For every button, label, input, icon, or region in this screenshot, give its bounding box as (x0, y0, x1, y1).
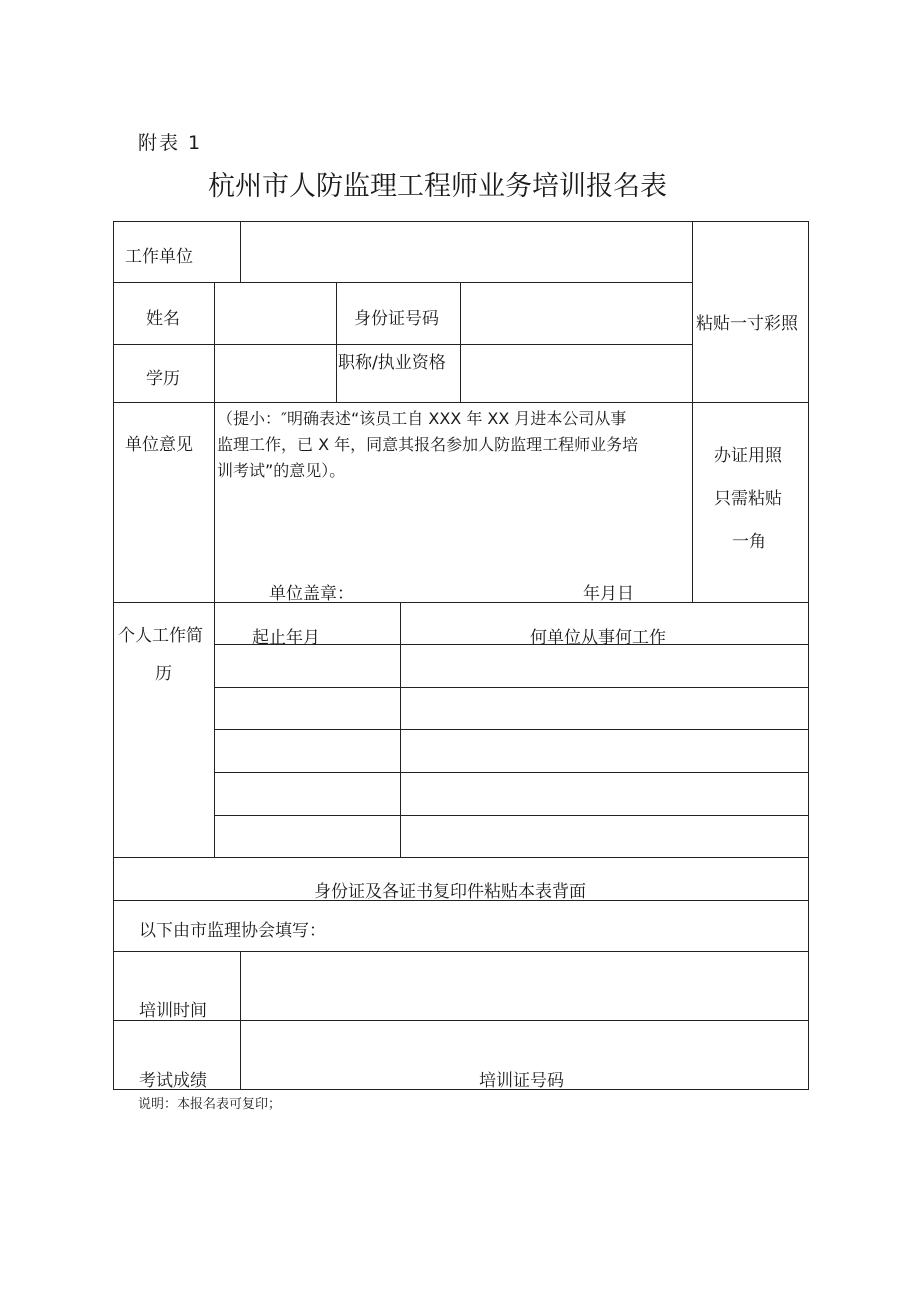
name-label: 姓名 (146, 309, 180, 329)
association-note: 以下由市监理协会填写： (139, 921, 326, 941)
date-label: 年月日 (583, 584, 634, 604)
row-divider (113, 857, 809, 858)
resume-label-line-1: 个人工作简 (118, 626, 203, 646)
photo-note-line-1: 办证用照 (714, 446, 782, 466)
resume-period-input[interactable] (215, 688, 400, 729)
resume-period-input[interactable] (215, 816, 400, 857)
opinion-hint-line-1: （提小：″明确表述“该员工自 XXX 年 XX 月进本公司从事 (217, 409, 627, 428)
resume-work-input[interactable] (401, 730, 808, 772)
resume-period-input[interactable] (215, 730, 400, 772)
resume-col-period: 起止年月 (252, 628, 320, 648)
resume-period-input[interactable] (215, 645, 400, 687)
table-border-left (113, 221, 114, 1090)
appendix-label: 附表 1 (138, 132, 203, 154)
photo-note-line-3: 一角 (732, 532, 766, 552)
name-input[interactable] (215, 283, 336, 344)
education-label: 学历 (146, 369, 180, 389)
resume-work-input[interactable] (401, 645, 808, 687)
table-border-right (808, 221, 809, 1090)
id-number-label: 身份证号码 (354, 309, 439, 329)
work-unit-input[interactable] (241, 222, 692, 282)
col-divider (336, 282, 337, 402)
exam-score-label: 考试成绩 (139, 1071, 207, 1091)
cert-number-label: 培训证号码 (479, 1071, 564, 1091)
opinion-label: 单位意见 (125, 435, 193, 455)
table-border-bottom (113, 1089, 809, 1090)
work-unit-label: 工作单位 (125, 247, 193, 267)
copies-note: 身份证及各证书复印件粘贴本表背面 (314, 882, 586, 902)
row-divider (113, 602, 809, 603)
opinion-hint-line-2: 监理工作，已 X 年，同意其报名参加人防监理工程师业务培 (217, 435, 639, 454)
resume-label-line-2: 历 (155, 664, 172, 684)
footer-note: 说明：本报名表可复印； (138, 1097, 282, 1112)
photo-label: 粘贴一寸彩照 (696, 314, 798, 334)
row-divider (113, 402, 809, 403)
resume-work-input[interactable] (401, 688, 808, 729)
title-input[interactable] (461, 345, 692, 402)
seal-label: 单位盖章： (269, 584, 354, 604)
resume-col-work: 何单位从事何工作 (530, 628, 666, 648)
resume-period-input[interactable] (215, 773, 400, 815)
resume-work-input[interactable] (401, 773, 808, 815)
row-divider (113, 1020, 809, 1021)
title-label: 职称/执业资格 (338, 353, 446, 373)
photo-note-line-2: 只需粘贴 (714, 489, 782, 509)
page-title: 杭州市人防监理工程师业务培训报名表 (208, 171, 667, 202)
training-time-label: 培训时间 (139, 1001, 207, 1021)
opinion-hint-line-3: 训考试”的意见）。 (217, 461, 346, 480)
id-number-input[interactable] (461, 283, 692, 344)
resume-work-input[interactable] (401, 816, 808, 857)
education-input[interactable] (215, 345, 336, 402)
training-time-input[interactable] (241, 952, 808, 1020)
